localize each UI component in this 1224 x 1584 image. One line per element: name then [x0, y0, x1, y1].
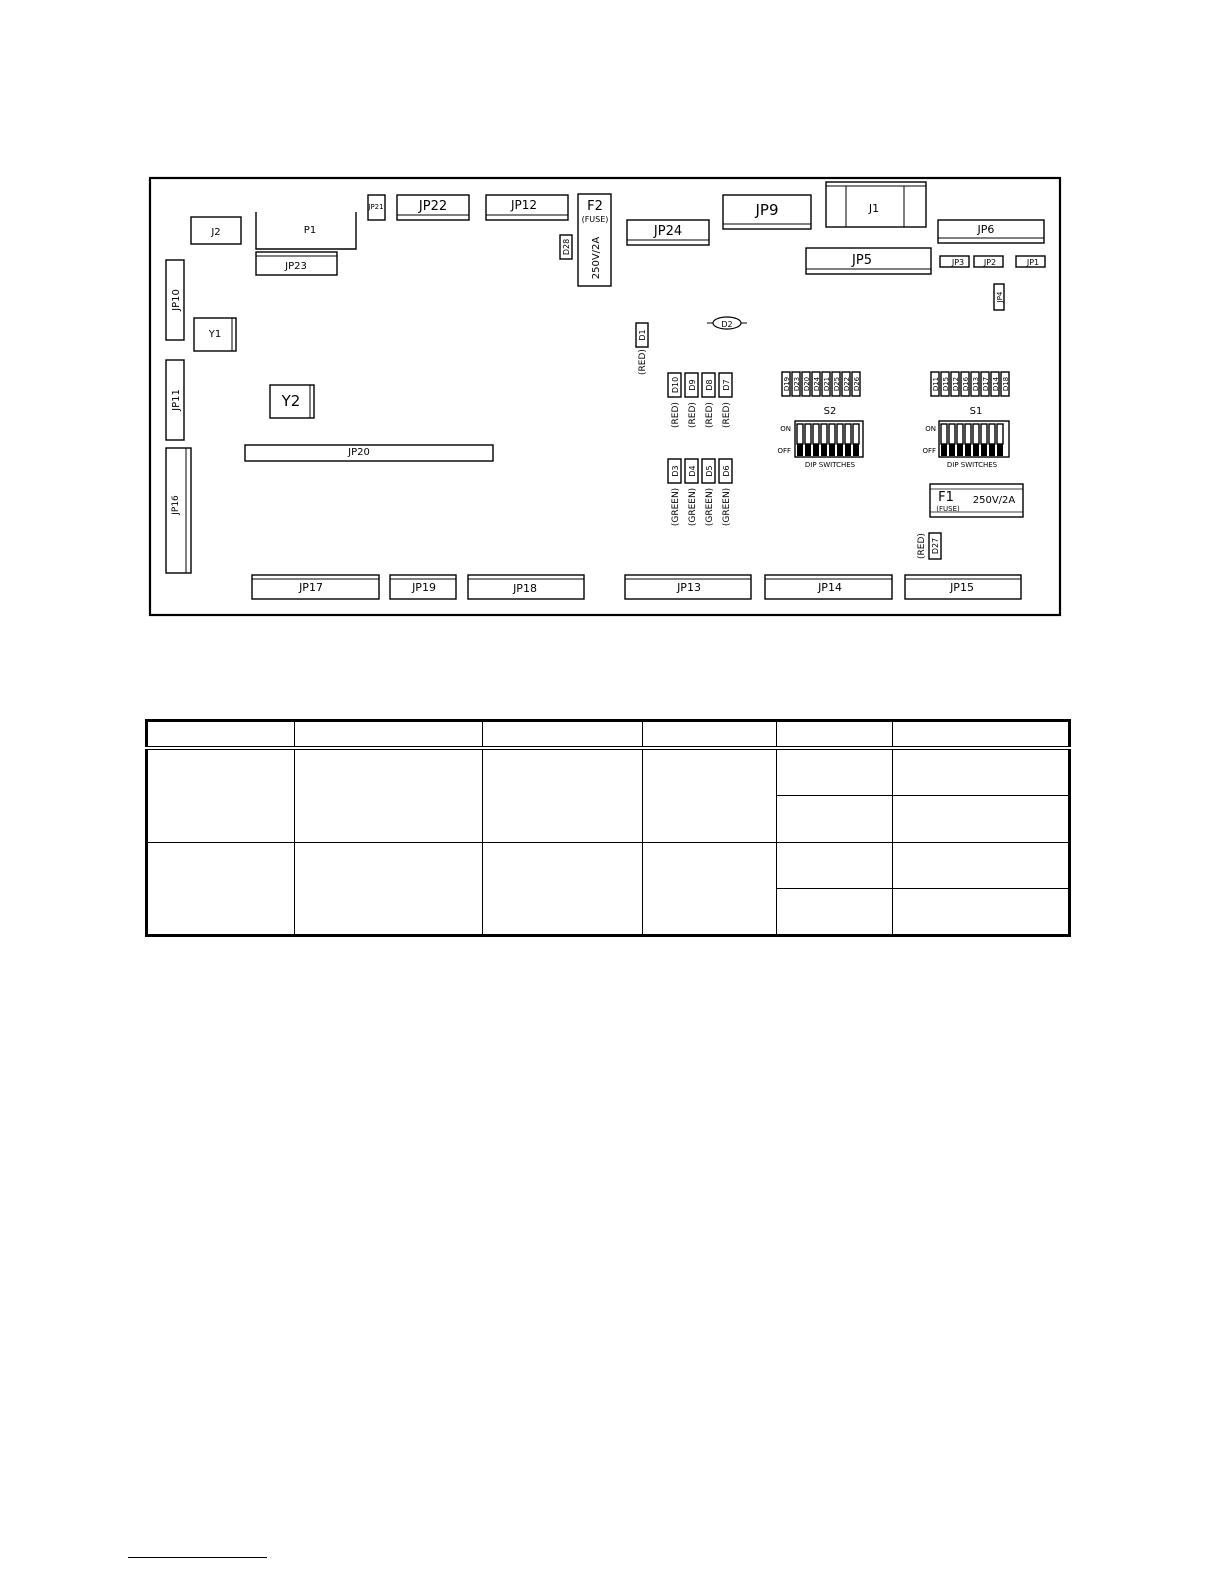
- svg-text:D13: D13: [972, 376, 980, 392]
- svg-text:JP12: JP12: [510, 198, 538, 212]
- svg-text:D10: D10: [671, 376, 680, 394]
- svg-text:250V/2A: 250V/2A: [591, 236, 602, 280]
- svg-text:JP2: JP2: [983, 258, 997, 267]
- led-d3: [668, 459, 681, 526]
- svg-text:D3: D3: [671, 465, 680, 477]
- crystal-y1: [194, 318, 236, 351]
- led-d6: [719, 459, 732, 526]
- connector-jp17: [252, 575, 379, 599]
- led-d10: [668, 373, 681, 428]
- connector-jp2: [974, 256, 1003, 267]
- connector-jp11: [166, 360, 184, 440]
- table-cell: [483, 748, 643, 842]
- svg-text:D16: D16: [962, 376, 970, 392]
- led-d9: [685, 373, 698, 428]
- crystal-y2: [270, 385, 314, 418]
- led-d5: [702, 459, 715, 526]
- led-d28: [560, 235, 572, 259]
- led-array-s1: [931, 372, 1010, 396]
- connector-j2: [191, 217, 241, 244]
- connector-j1: [826, 182, 926, 227]
- svg-text:D19: D19: [783, 376, 791, 392]
- connector-jp4: [994, 284, 1004, 310]
- table-row: [147, 842, 1070, 888]
- table-header-row: [147, 721, 1070, 749]
- dip-switch-s1: [939, 421, 1009, 457]
- svg-text:Y2: Y2: [281, 392, 301, 410]
- svg-text:D5: D5: [705, 465, 714, 477]
- svg-text:JP5: JP5: [852, 253, 872, 268]
- table-header-cell: [147, 721, 295, 749]
- svg-text:Y1: Y1: [208, 329, 222, 340]
- connector-jp10: [166, 260, 184, 340]
- fuse-f1: [930, 484, 1023, 517]
- svg-text:JP22: JP22: [418, 199, 448, 214]
- connector-jp22: [397, 195, 469, 220]
- svg-text:(GREEN): (GREEN): [671, 487, 681, 527]
- switch-s2-caption: DIP SWITCHES: [804, 461, 856, 469]
- svg-text:(GREEN): (GREEN): [688, 487, 698, 527]
- svg-text:D26: D26: [853, 376, 861, 392]
- led-d1: [636, 323, 648, 375]
- table-cell: [643, 748, 777, 842]
- svg-text:D28: D28: [562, 238, 571, 256]
- svg-text:(RED): (RED): [722, 402, 732, 428]
- connector-jp18: [468, 575, 584, 599]
- table-cell: [777, 796, 893, 842]
- connector-jp20: [245, 445, 493, 461]
- svg-text:D11: D11: [932, 376, 940, 392]
- switch-s1-off-label: OFF: [922, 447, 936, 455]
- table-header-cell: [643, 721, 777, 749]
- connector-jp3: [940, 256, 969, 267]
- svg-text:D12: D12: [952, 376, 960, 392]
- connector-jp9: [723, 195, 811, 229]
- svg-text:F1: F1: [938, 490, 954, 505]
- svg-text:D25: D25: [833, 376, 841, 392]
- svg-text:JP6: JP6: [977, 223, 995, 236]
- svg-text:D6: D6: [722, 465, 731, 477]
- svg-text:(RED): (RED): [671, 402, 681, 428]
- svg-text:JP10: JP10: [171, 289, 182, 311]
- svg-text:JP9: JP9: [755, 201, 779, 219]
- table-cell: [295, 842, 483, 935]
- svg-text:D27: D27: [931, 537, 940, 555]
- svg-text:F2: F2: [587, 199, 603, 214]
- svg-text:JP20: JP20: [348, 447, 370, 458]
- table-row: [147, 748, 1070, 796]
- svg-text:(RED): (RED): [917, 533, 927, 559]
- connector-jp14: [765, 575, 892, 599]
- svg-text:D15: D15: [942, 376, 950, 392]
- table-cell: [893, 842, 1070, 888]
- table-cell: [147, 842, 295, 935]
- svg-text:D23: D23: [793, 376, 801, 392]
- svg-text:D8: D8: [705, 379, 714, 391]
- table-cell: [777, 748, 893, 796]
- connector-jp16: [166, 448, 191, 573]
- svg-text:D7: D7: [722, 379, 731, 391]
- table-header-cell: [483, 721, 643, 749]
- svg-text:JP4: JP4: [996, 291, 1004, 303]
- led-d7: [719, 373, 732, 428]
- led-d8: [702, 373, 715, 428]
- led-d2: [707, 317, 747, 329]
- connector-jp6: [938, 220, 1044, 243]
- svg-text:D2: D2: [721, 320, 733, 329]
- connector-jp23: [256, 252, 337, 275]
- dip-switch-s2: [795, 421, 863, 457]
- svg-text:JP11: JP11: [171, 389, 182, 411]
- switch-s2-off-label: OFF: [777, 447, 791, 455]
- led-d4: [685, 459, 698, 526]
- svg-text:J2: J2: [211, 227, 221, 238]
- table-header-cell: [893, 721, 1070, 749]
- table-header-cell: [777, 721, 893, 749]
- svg-text:D1: D1: [638, 329, 647, 341]
- svg-text:P1: P1: [303, 225, 317, 236]
- svg-text:D9: D9: [688, 379, 697, 391]
- svg-text:JP16: JP16: [171, 495, 181, 515]
- svg-text:(RED): (RED): [638, 349, 648, 375]
- table-cell: [777, 888, 893, 935]
- connector-jp13: [625, 575, 751, 599]
- svg-text:JP17: JP17: [299, 581, 323, 594]
- table-cell: [147, 748, 295, 842]
- svg-text:D18: D18: [1002, 376, 1010, 392]
- svg-text:JP14: JP14: [818, 581, 842, 594]
- switch-s1-label: S1: [969, 406, 983, 417]
- svg-text:D24: D24: [813, 376, 821, 392]
- circuit-board-diagram: [0, 0, 1224, 700]
- table-header-cell: [295, 721, 483, 749]
- svg-text:JP21: JP21: [368, 203, 384, 211]
- svg-text:D20: D20: [803, 376, 811, 392]
- svg-text:(GREEN): (GREEN): [722, 487, 732, 527]
- svg-text:(GREEN): (GREEN): [705, 487, 715, 527]
- svg-text:JP15: JP15: [950, 581, 974, 594]
- svg-text:(RED): (RED): [705, 402, 715, 428]
- svg-text:JP24: JP24: [653, 224, 683, 239]
- connector-jp1: [1016, 256, 1045, 267]
- table-cell: [483, 842, 643, 935]
- connector-jp15: [905, 575, 1021, 599]
- led-d27: [917, 533, 941, 559]
- table-cell: [295, 748, 483, 842]
- svg-text:D4: D4: [688, 465, 697, 477]
- empty-table: [145, 719, 1071, 937]
- led-array-s2: [782, 372, 861, 396]
- table-cell: [643, 842, 777, 935]
- svg-text:JP13: JP13: [677, 581, 701, 594]
- connector-p1: [256, 212, 356, 249]
- svg-text:(FUSE): (FUSE): [936, 505, 960, 513]
- svg-text:JP3: JP3: [951, 258, 965, 267]
- svg-text:J1: J1: [868, 202, 880, 215]
- svg-text:(FUSE): (FUSE): [581, 215, 609, 224]
- svg-text:JP1: JP1: [1026, 258, 1040, 267]
- svg-text:D14: D14: [992, 376, 1000, 392]
- connector-jp19: [390, 575, 456, 599]
- svg-text:D22: D22: [843, 376, 851, 392]
- svg-text:D17: D17: [982, 376, 990, 392]
- svg-text:250V/2A: 250V/2A: [972, 495, 1016, 506]
- svg-text:(RED): (RED): [688, 402, 698, 428]
- svg-text:JP18: JP18: [513, 582, 537, 595]
- table-cell: [893, 748, 1070, 796]
- svg-text:JP23: JP23: [285, 261, 307, 272]
- table-cell: [777, 842, 893, 888]
- table-cell: [893, 888, 1070, 935]
- connector-jp21: [367, 195, 385, 220]
- fuse-f2: [578, 194, 611, 286]
- switch-s1-on-label: ON: [925, 425, 936, 433]
- footnote-separator: [128, 1557, 267, 1558]
- connector-jp5: [806, 248, 931, 274]
- connector-jp24: [627, 220, 709, 245]
- connector-jp12: [486, 195, 568, 220]
- table-cell: [893, 796, 1070, 842]
- svg-text:JP19: JP19: [412, 581, 436, 594]
- svg-text:D21: D21: [823, 376, 831, 392]
- switch-s2-label: S2: [823, 406, 837, 417]
- switch-s1-caption: DIP SWITCHES: [946, 461, 998, 469]
- switch-s2-on-label: ON: [780, 425, 791, 433]
